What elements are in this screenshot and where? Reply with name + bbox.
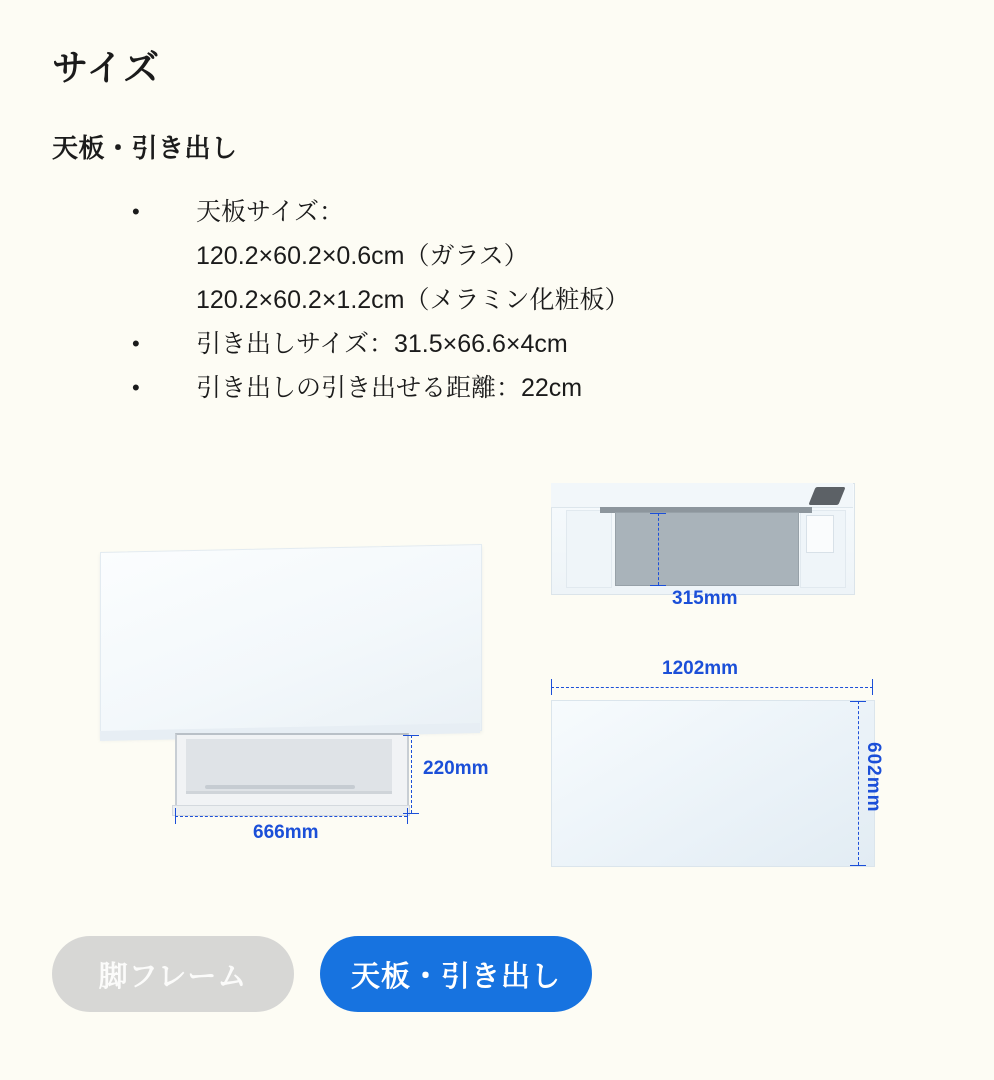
spec-list bbox=[118, 190, 918, 410]
dimension-label-drawer-inner-depth: 315mm bbox=[672, 588, 738, 609]
spec-text-line: 120.2×60.2×0.6cm（ガラス） bbox=[196, 242, 529, 270]
dimension-cap bbox=[403, 735, 419, 736]
list-item bbox=[118, 190, 918, 322]
drawer-side-left bbox=[566, 510, 612, 588]
dimension-cap bbox=[872, 679, 873, 695]
dimension-line-horizontal bbox=[175, 816, 407, 817]
dimension-label-plate-width: 1202mm bbox=[662, 658, 739, 679]
spec-text-line: 引き出しサイズ：31.5×66.6×4cm bbox=[196, 330, 568, 358]
dimension-line-vertical bbox=[658, 513, 659, 585]
tab-top-and-drawer[interactable]: 天板・引き出し bbox=[320, 936, 592, 1012]
dimension-line-vertical bbox=[858, 701, 859, 865]
dimension-cap bbox=[850, 865, 866, 866]
dimension-cap bbox=[403, 813, 419, 814]
dimension-cap bbox=[650, 585, 666, 586]
spec-text-line: 天板サイズ： bbox=[196, 198, 345, 226]
dimension-diagram bbox=[0, 455, 994, 885]
dimension-cap bbox=[407, 808, 408, 824]
dimension-label-drawer-width: 666mm bbox=[253, 822, 319, 843]
tab-leg-frame[interactable]: 脚フレーム bbox=[52, 936, 294, 1012]
section-heading: 天板・引き出し bbox=[52, 133, 238, 163]
list-item bbox=[118, 366, 918, 410]
page-title: サイズ bbox=[52, 47, 161, 88]
drawer-tray-surface bbox=[615, 512, 799, 586]
glass-panel bbox=[551, 483, 853, 508]
top-plate-illustration bbox=[551, 700, 875, 867]
spec-text-line: 120.2×60.2×1.2cm（メラミン化粧板） bbox=[196, 286, 630, 314]
bullet-icon: • bbox=[132, 375, 140, 400]
drawer-handle bbox=[205, 785, 355, 789]
dimension-label-plate-depth: 602mm bbox=[863, 742, 884, 813]
tab-bar bbox=[52, 936, 592, 1012]
dimension-cap bbox=[850, 701, 866, 702]
dimension-cap bbox=[175, 808, 176, 824]
dimension-line-vertical bbox=[411, 735, 412, 813]
bullet-icon: • bbox=[132, 199, 140, 224]
dimension-label-drawer-depth: 220mm bbox=[423, 758, 489, 779]
motor-box bbox=[806, 515, 834, 553]
list-item bbox=[118, 322, 918, 366]
desk-top-illustration bbox=[100, 544, 482, 739]
spec-text-line: 引き出しの引き出せる距離：22cm bbox=[196, 374, 583, 402]
bullet-icon: • bbox=[132, 331, 140, 356]
dimension-cap bbox=[650, 513, 666, 514]
dimension-line-horizontal bbox=[551, 687, 873, 688]
dimension-cap bbox=[551, 679, 552, 695]
drawer-front-lip bbox=[172, 805, 410, 816]
